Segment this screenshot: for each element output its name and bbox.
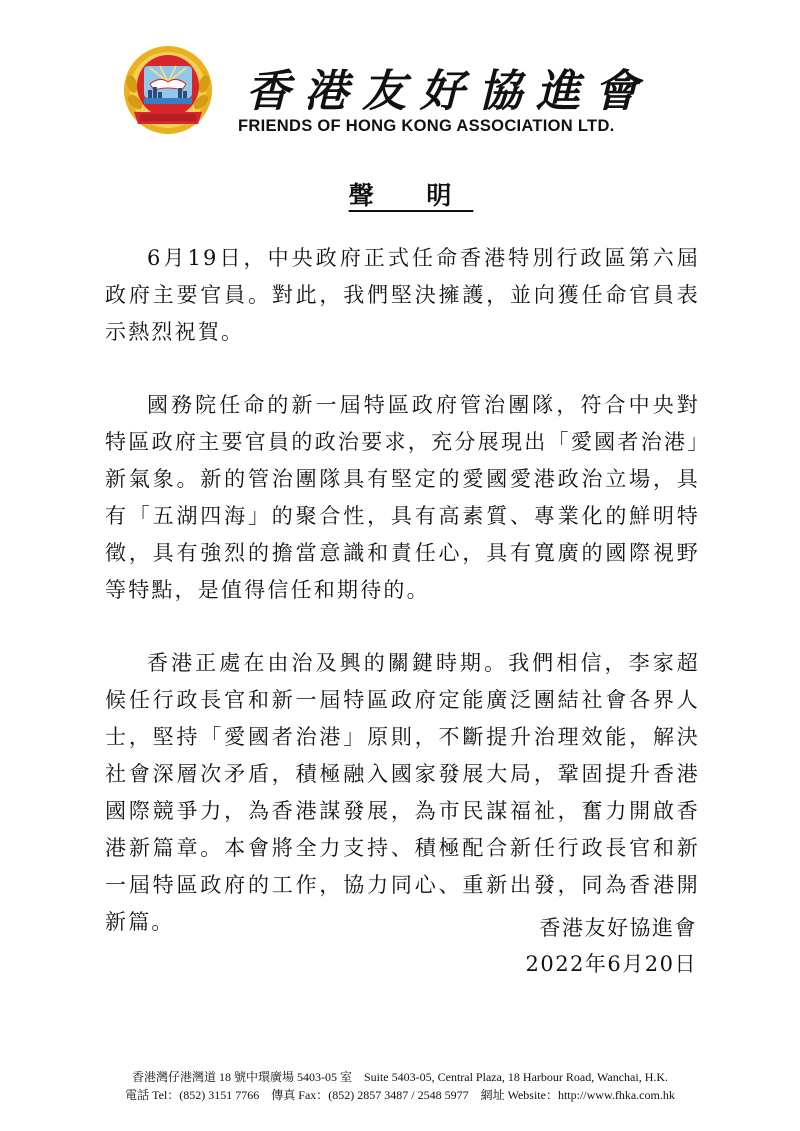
document-title-text: 聲 明 <box>348 181 474 210</box>
signature-date: 2022年6月20日 <box>525 952 697 976</box>
association-emblem-icon <box>120 40 216 136</box>
document-title <box>0 176 800 212</box>
paragraph: 香港正處在由治及興的關鍵時期。我們相信，李家超候任行政長官和新一屆特區政府定能廣泛團結社會各界人士，堅持「愛國者治港」原則，不斷提升治理效能，解決社會深層次矛盾，積極融入國家發展大局，鞏固提升香港國際競爭力，為香港謀發展，為市民謀福祉，奮力開啟香港新篇章。本會將全力支持、積極配合新任行政長官和新一屆特區政府的工作，協力同心、重新出發，同為香港開新篇。 <box>105 651 700 934</box>
footer-contact: 電話 Tel：(852) 3151 7766 傳真 Fax：(852) 2857 3487 / 2548 5977 網址 Website：http://www.fhka.com.hk <box>125 1088 675 1102</box>
signature-org: 香港友好協進會 <box>539 916 697 940</box>
letterhead-footer <box>0 1068 800 1104</box>
statement-body <box>105 240 700 977</box>
paragraph: 6月19日，中央政府正式任命香港特別行政區第六屆政府主要官員。對此，我們堅決擁護，並向獲任命官員表示熱烈祝賀。 <box>105 246 700 344</box>
paragraph: 國務院任命的新一屆特區政府管治團隊，符合中央對特區政府主要官員的政治要求，充分展現出「愛國者治港」新氣象。新的管治團隊具有堅定的愛國愛港政治立場，具有「五湖四海」的聚合性，具有高素質、專業化的鮮明特徵，具有強烈的擔當意識和責任心，具有寬廣的國際視野等特點，是值得信任和期待的。 <box>105 393 700 602</box>
association-name-chinese: 香港友好協進會 <box>246 66 652 117</box>
association-name-english: FRIENDS OF HONG KONG ASSOCIATION LTD. <box>238 117 615 135</box>
footer-address: 香港灣仔港灣道 18 號中環廣場 5403-05 室 Suite 5403-05, Central Plaza, 18 Harbour Road, Wanchai, H.K. <box>131 1070 669 1084</box>
signature-block <box>525 910 697 982</box>
